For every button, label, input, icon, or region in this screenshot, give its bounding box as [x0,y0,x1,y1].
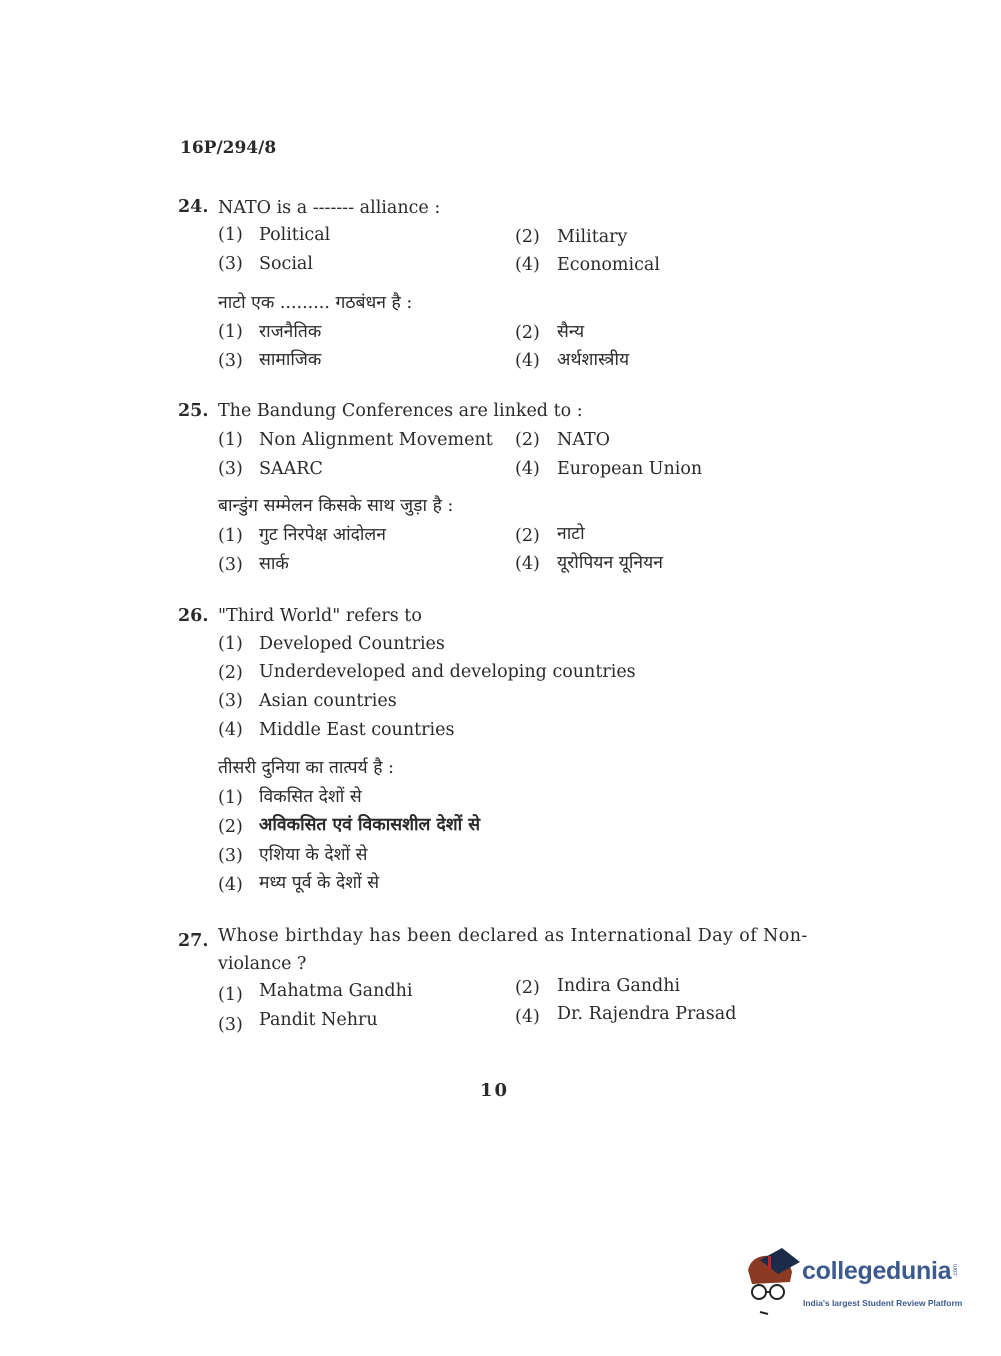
option-label: (4) [218,875,243,895]
option-text-hindi: यूरोपियन यूनियन [557,553,663,573]
question-text: Whose birthday has been declared as International Day of Non- [218,926,808,946]
option-label: (3) [218,555,243,575]
collegedunia-logo[interactable] [742,1248,982,1318]
question-text-cont: violance ? [218,954,307,974]
option-label: (1) [218,225,243,245]
option-text-hindi: सैन्य [557,322,585,342]
option-label: (2) [515,323,540,343]
option-label: (4) [515,1007,540,1027]
option-label: (3) [218,691,243,711]
option-label: (2) [515,526,540,546]
option-label: (3) [218,459,243,479]
option-text: NATO [557,430,611,450]
option-text-hindi: अर्थशास्त्रीय [557,350,630,370]
mascot-icon [742,1248,802,1318]
option-text: Non Alignment Movement [259,430,493,450]
question-text-hindi: नाटो एक ......... गठबंधन है : [218,293,413,313]
option-label: (1) [218,634,243,654]
option-text: Asian countries [259,691,397,711]
option-text-hindi: सामाजिक [259,350,322,370]
question-text-hindi: तीसरी दुनिया का तात्पर्य है : [218,758,395,778]
question-text: The Bandung Conferences are linked to : [218,401,583,421]
option-text-hindi: सार्क [259,554,289,574]
option-text: Indira Gandhi [557,976,681,996]
option-label: (3) [218,846,243,866]
option-label: (1) [218,526,243,546]
option-text-hindi: विकसित देशों से [259,787,362,807]
option-label: (4) [218,720,243,740]
question-text: NATO is a ------- alliance : [218,198,441,218]
option-text-hindi: अविकसित एवं विकासशील देशों से [259,815,481,835]
option-label: (2) [218,817,243,837]
question-number: 26. [178,606,209,626]
option-text-hindi: मध्य पूर्व के देशों से [259,873,380,893]
question-text-hindi: बान्डुंग सम्मेलन किसके साथ जुड़ा है : [218,496,454,516]
option-label: (2) [218,663,243,683]
option-text-hindi: नाटो [557,524,585,544]
logo-tagline: India's largest Student Review Platform [803,1298,963,1308]
option-text-hindi: राजनैतिक [259,322,322,342]
logo-suffix: .com [953,1264,960,1278]
option-text: Pandit Nehru [259,1010,378,1030]
option-label: (3) [218,351,243,371]
question-number: 25. [178,401,209,421]
option-text-hindi: गुट निरपेक्ष आंदोलन [259,525,386,545]
option-text: SAARC [259,459,323,479]
question-number: 27. [178,931,209,951]
option-text: Economical [557,255,660,275]
option-label: (4) [515,351,540,371]
question-number: 24. [178,197,209,217]
option-text: Social [259,254,313,274]
option-label: (3) [218,1015,243,1035]
option-label: (1) [218,322,243,342]
option-text: Developed Countries [259,634,445,654]
option-text: Mahatma Gandhi [259,981,413,1001]
option-label: (2) [515,430,540,450]
option-text: Underdeveloped and developing countries [259,662,636,682]
question-text: "Third World" refers to [218,606,422,626]
option-text-hindi: एशिया के देशों से [259,845,368,865]
option-label: (3) [218,254,243,274]
option-text: Political [259,225,331,245]
option-label: (4) [515,459,540,479]
option-label: (4) [515,554,540,574]
option-text: Military [557,227,628,247]
option-label: (4) [515,255,540,275]
option-label: (1) [218,430,243,450]
option-label: (2) [515,978,540,998]
option-label: (2) [515,227,540,247]
option-text: Middle East countries [259,720,455,740]
option-label: (1) [218,985,243,1005]
option-text: Dr. Rajendra Prasad [557,1004,737,1024]
paper-code: 16P/294/8 [180,138,277,158]
page-number: 10 [480,1080,510,1101]
logo-wordmark [802,1256,959,1286]
option-text: European Union [557,459,703,479]
option-label: (1) [218,788,243,808]
logo-brand: collegedunia [802,1257,952,1285]
